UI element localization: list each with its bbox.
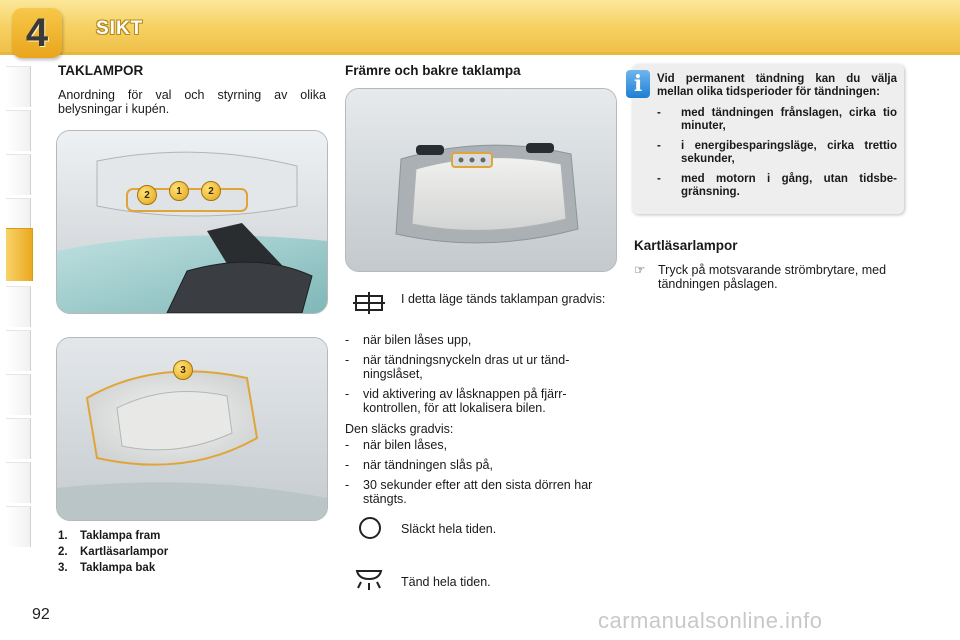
info-item bbox=[657, 107, 897, 133]
dash: - bbox=[657, 107, 661, 119]
side-tab[interactable] bbox=[6, 330, 31, 371]
side-tab[interactable] bbox=[6, 66, 31, 107]
side-tab[interactable] bbox=[6, 154, 31, 195]
side-tab-active[interactable] bbox=[6, 228, 33, 281]
side-chapter-tabs bbox=[0, 60, 34, 580]
info-item-text: med tändningen frånslagen, cirka tio minuter, bbox=[681, 107, 897, 132]
dash: - bbox=[657, 173, 661, 185]
list-item bbox=[345, 458, 615, 472]
list-item bbox=[345, 333, 615, 347]
pointing-hand-icon: ☞ bbox=[634, 263, 646, 277]
callout-1: 1 bbox=[169, 181, 189, 201]
dash: - bbox=[345, 353, 350, 367]
legend-number: 1. bbox=[58, 530, 68, 542]
list-item-text: när tändningsnyckeln dras ut ur tänd-ningslåset, bbox=[363, 353, 570, 381]
info-intro: Vid permanent tändning kan du välja mellan olika tidsperioder för tändningen: bbox=[657, 73, 897, 98]
off-mode-text: Släckt hela tiden. bbox=[401, 522, 497, 536]
legend-label: Kartläsarlampor bbox=[80, 546, 169, 558]
section-title-front-rear: Främre och bakre taklampa bbox=[345, 63, 521, 78]
dash: - bbox=[345, 387, 350, 401]
door-mode-icon bbox=[352, 290, 386, 316]
list-item-text: 30 sekunder efter att den sista dörren har stängts. bbox=[363, 478, 593, 506]
callout-3: 3 bbox=[173, 360, 193, 380]
dash: - bbox=[345, 478, 350, 492]
chapter-header bbox=[0, 0, 960, 52]
info-list bbox=[657, 107, 897, 199]
side-tab[interactable] bbox=[6, 418, 31, 459]
rear-roof-light-illustration bbox=[56, 337, 328, 521]
legend-label: Taklampa bak bbox=[80, 562, 156, 574]
off-intro-text: Den släcks gradvis: bbox=[345, 422, 454, 436]
list-item bbox=[345, 387, 615, 415]
list-item bbox=[345, 478, 615, 506]
section-title-taklampor: TAKLAMPOR bbox=[58, 63, 144, 78]
legend-number: 2. bbox=[58, 546, 68, 558]
watermark: carmanualsonline.info bbox=[598, 608, 823, 633]
legend-item bbox=[58, 530, 168, 542]
always-on-mode-text: Tänd hela tiden. bbox=[401, 575, 491, 589]
list-item-text: när tändningen slås på, bbox=[363, 458, 493, 472]
chapter-number: 4 bbox=[25, 10, 49, 55]
side-tab[interactable] bbox=[6, 110, 31, 151]
dash: - bbox=[345, 458, 350, 472]
lamp-closeup-drawing bbox=[346, 89, 616, 271]
parts-legend bbox=[58, 530, 168, 578]
gradual-on-list bbox=[345, 333, 615, 421]
legend-label: Taklampa fram bbox=[80, 530, 161, 542]
front-roof-light-illustration bbox=[56, 130, 328, 314]
chapter-title: SIKT bbox=[96, 18, 144, 39]
side-tab[interactable] bbox=[6, 506, 31, 547]
map-lights-instruction bbox=[634, 263, 904, 291]
info-icon: i bbox=[626, 70, 650, 98]
info-item-text: i energibesparingsläge, cirka trettio sekunder, bbox=[681, 140, 897, 165]
intro-text: Anordning för val och styrning av olika belysningar i kupén. bbox=[58, 88, 326, 116]
side-tab[interactable] bbox=[6, 374, 31, 415]
list-item bbox=[345, 353, 615, 381]
list-item-text: när bilen låses upp, bbox=[363, 333, 472, 347]
page-number: 92 bbox=[32, 606, 50, 623]
always-on-mode-icon bbox=[352, 566, 386, 592]
list-item-text: när bilen låses, bbox=[363, 438, 448, 452]
dash: - bbox=[345, 333, 350, 347]
header-divider bbox=[0, 52, 960, 55]
lamp-closeup-illustration bbox=[345, 88, 617, 272]
dash: - bbox=[345, 438, 350, 452]
front-console-drawing bbox=[57, 131, 327, 313]
map-lights-text: Tryck på motsvarande strömbrytare, med tändningen påslagen. bbox=[658, 263, 887, 291]
list-item-text: vid aktivering av låsknappen på fjärr-kontrollen, för att lokalisera bilen. bbox=[363, 387, 567, 415]
info-item bbox=[657, 173, 897, 199]
off-mode-icon bbox=[357, 515, 383, 541]
callout-2-right: 2 bbox=[201, 181, 221, 201]
side-tab[interactable] bbox=[6, 462, 31, 503]
section-title-map-lights: Kartläsarlampor bbox=[634, 238, 738, 253]
legend-number: 3. bbox=[58, 562, 68, 574]
info-item bbox=[657, 140, 897, 166]
side-tab[interactable] bbox=[6, 286, 31, 327]
chapter-tab bbox=[12, 8, 62, 58]
info-item-text: med motorn i gång, utan tidsbe-gränsning. bbox=[681, 173, 897, 198]
callout-2-left: 2 bbox=[137, 185, 157, 205]
legend-item bbox=[58, 546, 168, 558]
legend-item bbox=[58, 562, 168, 574]
list-item bbox=[345, 438, 615, 452]
dash: - bbox=[657, 140, 661, 152]
gradual-mode-text: I detta läge tänds taklampan gradvis: bbox=[401, 292, 606, 306]
info-text bbox=[657, 73, 897, 206]
gradual-off-list bbox=[345, 438, 615, 512]
